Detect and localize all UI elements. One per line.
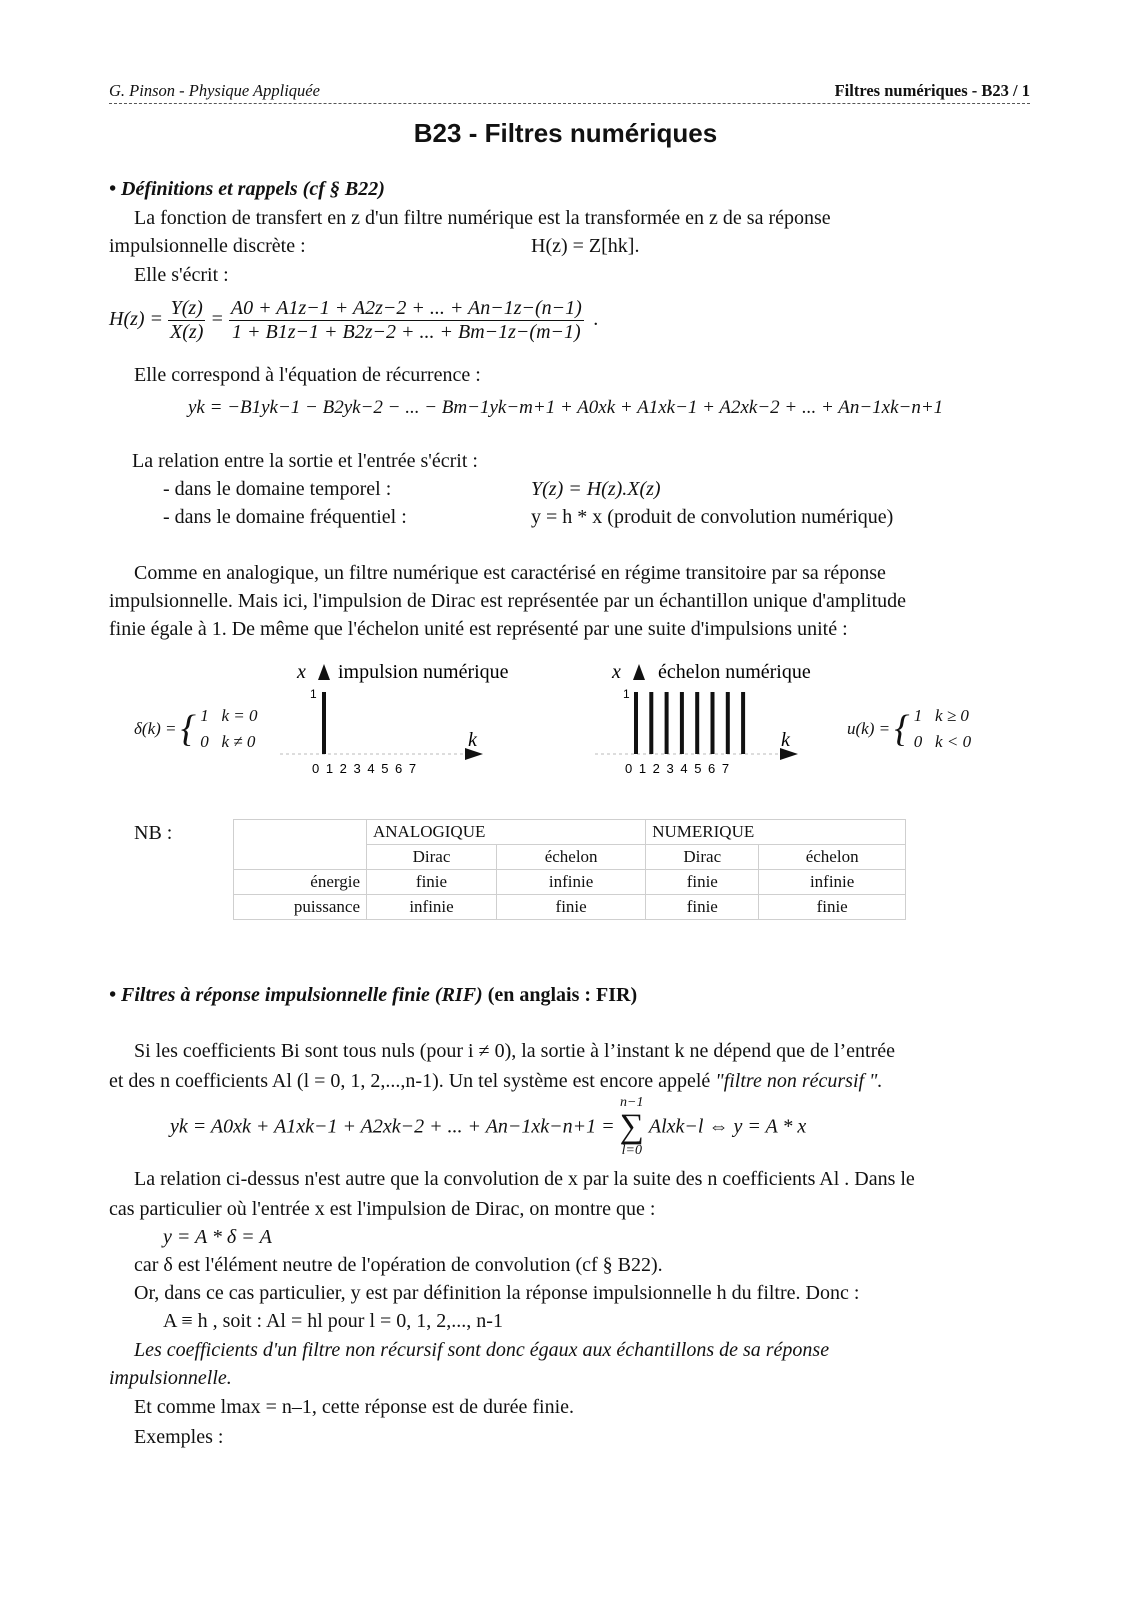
table-cell: finie xyxy=(497,895,646,920)
impulse-case2-value: 0 xyxy=(200,732,209,751)
recurrence-equation: yk = −B1yk−1 − B2yk−2 − ... − Bm−1yk−m+1 + A0xk + A1xk−1 + A2xk−2 + ... + An−1xk−n+1 xyxy=(188,397,944,418)
impulse-figure xyxy=(270,654,550,780)
step-y-axis-label: x xyxy=(612,661,621,683)
fir-lhs: yk = A0xk + A1xk−1 + A2xk−2 + ... + An−1xk−n+1 = xyxy=(170,1115,615,1138)
step-figure xyxy=(585,654,865,780)
step-stem-6 xyxy=(726,692,730,754)
step-case1-cond: k ≥ 0 xyxy=(935,706,969,725)
nb-label: NB : xyxy=(134,822,173,844)
header-left: G. Pinson - Physique Appliquée xyxy=(109,81,320,100)
step-case2-value: 0 xyxy=(913,732,923,751)
section2-p6: Et comme lmax = n–1, cette réponse est de durée finie. xyxy=(134,1396,575,1418)
table-cell: infinie xyxy=(497,870,646,895)
table-row-label: puissance xyxy=(234,895,367,920)
step-k-label: k xyxy=(781,729,790,751)
impulse-def-lhs: δ(k) = xyxy=(134,719,177,738)
impulse-ticks: 0 1 2 3 4 5 6 7 xyxy=(312,761,418,776)
section2-p1-line1: Si les coefficients Bi sont tous nuls (pour i ≠ 0), la sortie à l’instant k ne dépend que de l’entrée xyxy=(134,1040,895,1062)
coefficient-identity: A ≡ h , soit : Al = hl pour l = 0, 1, 2,..., n-1 xyxy=(163,1310,503,1332)
transfer-ratio xyxy=(168,297,205,344)
z-transform-formula: H(z) = Z[hk]. xyxy=(531,235,640,257)
table-cell: finie xyxy=(646,870,759,895)
table-subheader: Dirac xyxy=(646,845,759,870)
section1-p3: Elle correspond à l'équation de récurrence : xyxy=(134,364,481,386)
transfer-numerator: A0 + A1z−1 + A2z−2 + ... + An−1z−(n−1) xyxy=(230,297,582,319)
step-stem-7 xyxy=(741,692,745,754)
time-domain-label: - dans le domaine temporel : xyxy=(163,478,392,500)
step-stem-0 xyxy=(634,692,638,754)
transfer-polynomial xyxy=(229,297,584,344)
dirac-identity: y = A * δ = A xyxy=(163,1226,272,1248)
section1-p5-line2: impulsionnelle. Mais ici, l'impulsion de Dirac est représentée par un échantillon unique d'amplitude xyxy=(109,590,907,612)
table-cell: infinie xyxy=(759,870,906,895)
impulse-level: 1 xyxy=(310,687,317,701)
section1-p5-line1: Comme en analogique, un filtre numérique est caractérisé en régime transitoire par sa réponse xyxy=(134,562,886,584)
impulse-y-arrow xyxy=(318,664,330,680)
table-corner2 xyxy=(234,845,367,870)
section2-p5-line1: Les coefficients d'un filtre non récursif sont donc égaux aux échantillons de sa réponse xyxy=(134,1339,830,1361)
step-brace: { xyxy=(894,708,910,750)
section1-p1-line2: impulsionnelle discrète : xyxy=(109,235,306,257)
header-divider xyxy=(109,103,1030,104)
section2-p2-line1: La relation ci-dessus n'est autre que la convolution de x par la suite des n coefficients Al . Dans le xyxy=(134,1168,915,1190)
step-def-lhs: u(k) = xyxy=(847,719,891,738)
table-group-row xyxy=(234,820,906,845)
section2-p2-line2: cas particulier où l'entrée x est l'impulsion de Dirac, on montre que : xyxy=(109,1198,656,1220)
step-stem-1 xyxy=(649,692,653,754)
section2-p1-line2 xyxy=(109,1070,882,1093)
step-stem-5 xyxy=(711,692,715,754)
table-group-analog: ANALOGIQUE xyxy=(367,820,646,845)
impulse-k-label: k xyxy=(468,729,477,751)
table-subheader: échelon xyxy=(497,845,646,870)
sum-top: n−1 xyxy=(620,1095,644,1110)
sigma-icon: ∑ xyxy=(619,1108,644,1145)
impulse-brace: { xyxy=(180,708,196,750)
section1-p2: Elle s'écrit : xyxy=(134,264,229,286)
table-corner xyxy=(234,820,367,845)
table-row-label: énergie xyxy=(234,870,367,895)
impulse-caption: impulsion numérique xyxy=(338,661,509,683)
impulse-case1-cond: k = 0 xyxy=(221,706,258,725)
transfer-x: X(z) xyxy=(170,321,204,343)
table-row xyxy=(234,870,906,895)
impulse-stem-0 xyxy=(322,692,326,754)
impulse-definition xyxy=(134,703,257,755)
section1-p5-line3: finie égale à 1. De même que l'échelon unité est représenté par une suite d'impulsions unité : xyxy=(109,618,848,640)
table-row xyxy=(234,895,906,920)
section2-heading-line xyxy=(109,984,637,1007)
section2-p1-line2b: "filtre non récursif ". xyxy=(715,1070,883,1092)
section1-p4: La relation entre la sortie et l'entrée s'écrit : xyxy=(132,450,478,472)
step-level: 1 xyxy=(623,687,630,701)
step-stem-2 xyxy=(665,692,669,754)
table-subheader: échelon xyxy=(759,845,906,870)
step-ticks: 0 1 2 3 4 5 6 7 xyxy=(625,761,731,776)
transfer-lhs: H(z) = xyxy=(109,308,164,331)
step-definition xyxy=(847,703,971,755)
transfer-denominator: 1 + B1z−1 + B2z−2 + ... + Bm−1z−(m−1) xyxy=(232,321,581,343)
step-stem-4 xyxy=(695,692,699,754)
step-cases xyxy=(914,703,971,755)
table-subheader-row xyxy=(234,845,906,870)
section2-p3: car δ est l'élément neutre de l'opération de convolution (cf § B22). xyxy=(134,1254,663,1276)
section2-p1-line2a: et des n coefficients Al (l = 0, 1, 2,...,n-1). Un tel système est encore appelé xyxy=(109,1070,711,1092)
table-cell: finie xyxy=(759,895,906,920)
step-y-arrow xyxy=(633,664,645,680)
impulse-y-axis-label: x xyxy=(297,661,306,683)
step-stem-3 xyxy=(680,692,684,754)
table-subheader: Dirac xyxy=(367,845,497,870)
frequency-domain-formula: y = h * x (produit de convolution numérique) xyxy=(531,506,894,528)
sum-symbol xyxy=(620,1096,644,1158)
step-case2-cond: k < 0 xyxy=(935,732,972,751)
impulse-cases xyxy=(200,703,257,755)
section1-heading: • Définitions et rappels (cf § B22) xyxy=(109,178,385,200)
table-cell: finie xyxy=(646,895,759,920)
impulse-case2-cond: k ≠ 0 xyxy=(221,732,256,751)
table-cell: finie xyxy=(367,870,497,895)
section1-p1-line1: La fonction de transfert en z d'un filtre numérique est la transformée en z de sa réponse xyxy=(134,207,831,229)
step-caption: échelon numérique xyxy=(658,661,811,683)
step-case1-value: 1 xyxy=(913,706,923,725)
section2-heading: • Filtres à réponse impulsionnelle finie (RIF) xyxy=(109,984,483,1006)
table-group-digital: NUMERIQUE xyxy=(646,820,906,845)
impulse-case1-value: 1 xyxy=(200,706,209,725)
time-domain-formula: Y(z) = H(z).X(z) xyxy=(531,478,661,500)
sum-bottom: l=0 xyxy=(621,1143,642,1158)
frequency-domain-label: - dans le domaine fréquentiel : xyxy=(163,506,407,528)
section2-p4: Or, dans ce cas particulier, y est par définition la réponse impulsionnelle h du filtre. Donc : xyxy=(134,1282,860,1304)
comparison-table xyxy=(233,819,906,920)
section2-p5-line2: impulsionnelle. xyxy=(109,1367,232,1389)
fir-equation xyxy=(170,1096,806,1158)
page-title: B23 - Filtres numériques xyxy=(413,118,718,148)
transfer-function: H(z) = $\frac{Y(z)}{X(z)}$ = $\frac{A0 + A1z-1 + A2z-2 + ... + An-1z-(n-1)}{1 + B1z-1 + B2z-2 + ... + Bm-1z-(m-1)}$ . xyxy=(109,297,599,343)
header-right: Filtres numériques - B23 / 1 xyxy=(834,81,1030,100)
transfer-y: Y(z) xyxy=(168,297,205,321)
table-cell: infinie xyxy=(367,895,497,920)
section2-p7: Exemples : xyxy=(134,1426,224,1448)
fir-rhs: Alxk−l ⇔ y = A * x xyxy=(648,1115,807,1138)
section2-heading-suffix: (en anglais : FIR) xyxy=(487,984,638,1006)
